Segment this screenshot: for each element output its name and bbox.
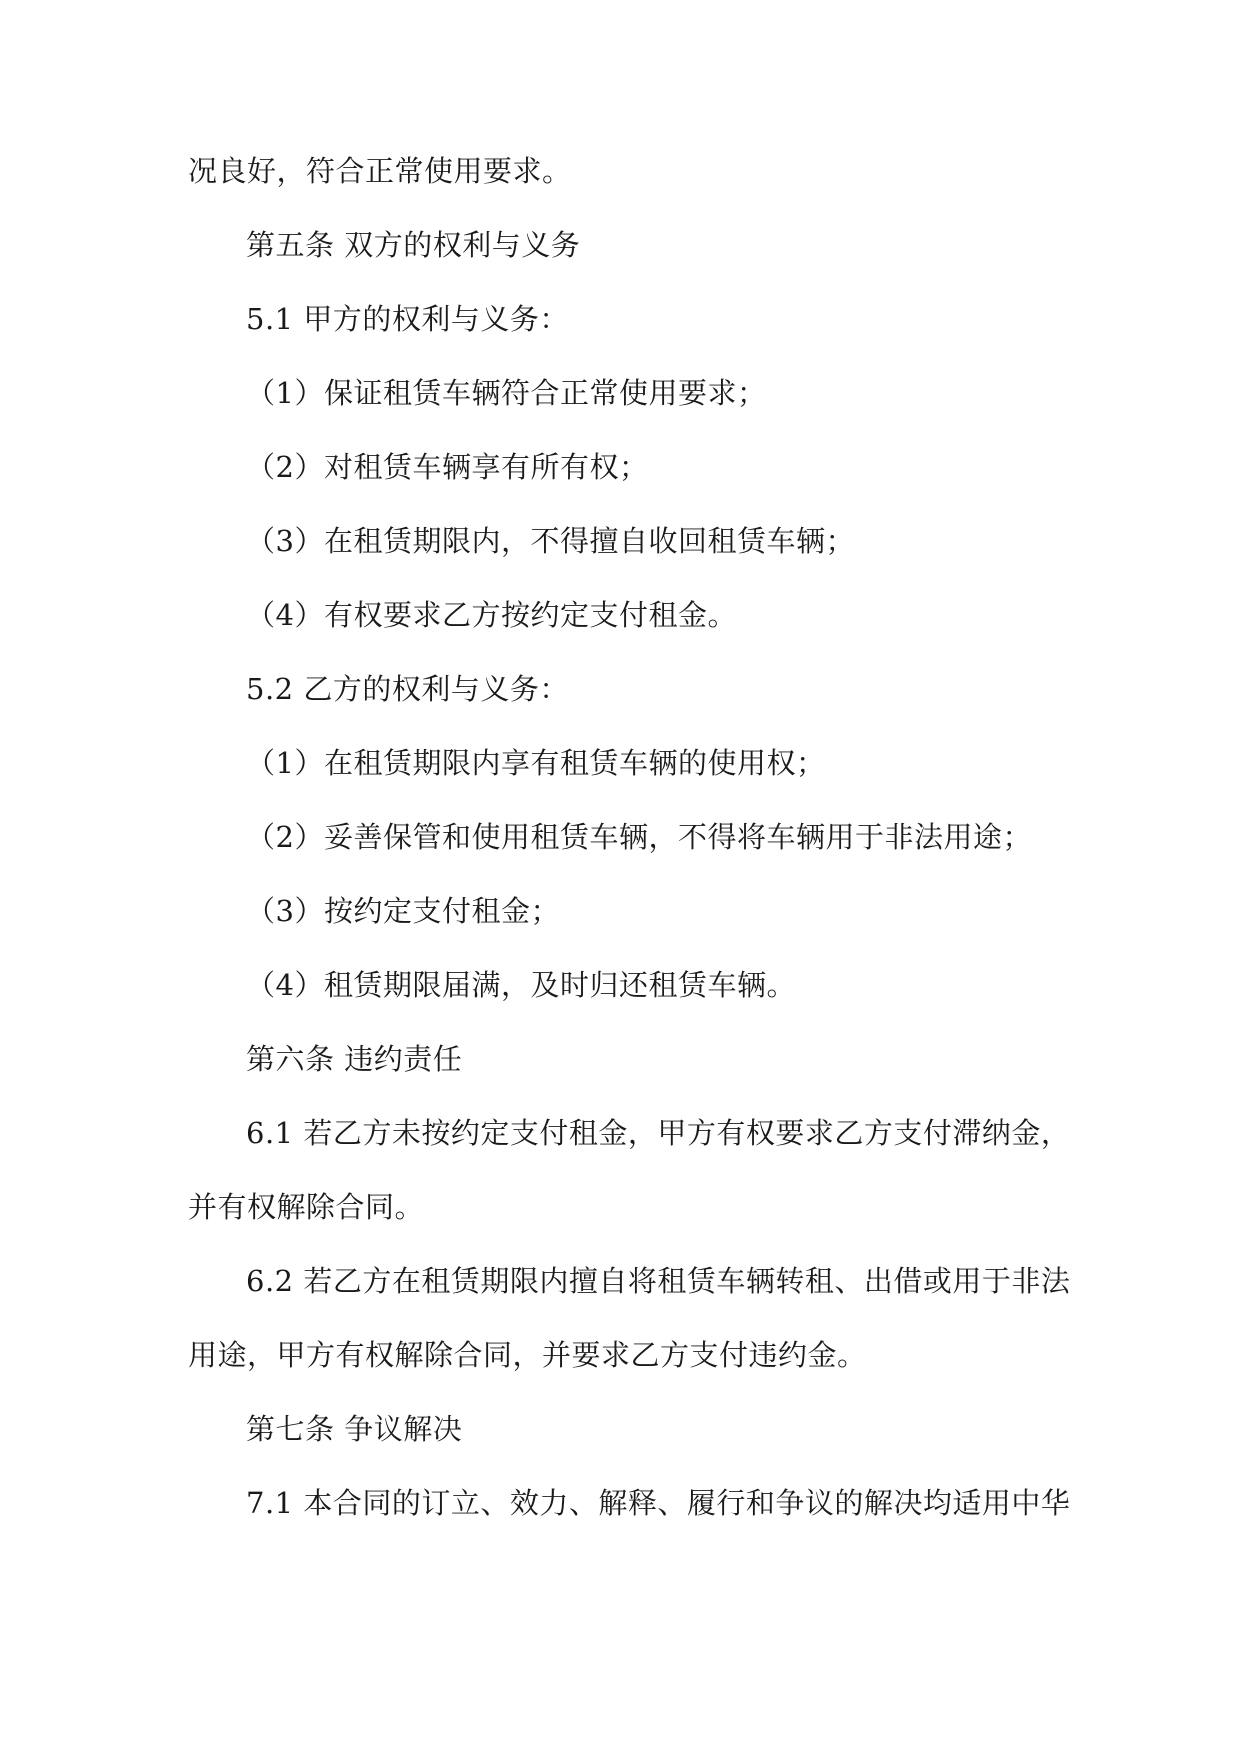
list-item: （4）租赁期限届满，及时归还租赁车辆。 bbox=[246, 968, 796, 1002]
section-heading-5-2: 5.2 乙方的权利与义务： bbox=[246, 672, 569, 706]
list-item: （1）保证租赁车辆符合正常使用要求； bbox=[246, 376, 767, 410]
clause-6-1: 6.1 若乙方未按约定支付租金，甲方有权要求乙方支付滞纳金， bbox=[246, 1116, 1071, 1150]
article-heading-7: 第七条 争议解决 bbox=[246, 1412, 463, 1446]
article-heading-5: 第五条 双方的权利与义务 bbox=[246, 228, 581, 262]
clause-7-1: 7.1 本合同的订立、效力、解释、履行和争议的解决均适用中华 bbox=[246, 1486, 1071, 1520]
list-item: （2）对租赁车辆享有所有权； bbox=[246, 450, 649, 484]
paragraph-continuation: 况良好，符合正常使用要求。 bbox=[188, 154, 572, 188]
list-item: （3）按约定支付租金； bbox=[246, 894, 560, 928]
clause-6-2-continuation: 用途，甲方有权解除合同，并要求乙方支付违约金。 bbox=[188, 1338, 867, 1372]
article-heading-6: 第六条 违约责任 bbox=[246, 1042, 463, 1076]
clause-6-1-continuation: 并有权解除合同。 bbox=[188, 1190, 425, 1224]
section-heading-5-1: 5.1 甲方的权利与义务： bbox=[246, 302, 569, 336]
list-item: （4）有权要求乙方按约定支付租金。 bbox=[246, 598, 737, 632]
clause-6-2: 6.2 若乙方在租赁期限内擅自将租赁车辆转租、出借或用于非法 bbox=[246, 1264, 1071, 1298]
list-item: （3）在租赁期限内，不得擅自收回租赁车辆； bbox=[246, 524, 855, 558]
list-item: （2）妥善保管和使用租赁车辆，不得将车辆用于非法用途； bbox=[246, 820, 1032, 854]
list-item: （1）在租赁期限内享有租赁车辆的使用权； bbox=[246, 746, 826, 780]
